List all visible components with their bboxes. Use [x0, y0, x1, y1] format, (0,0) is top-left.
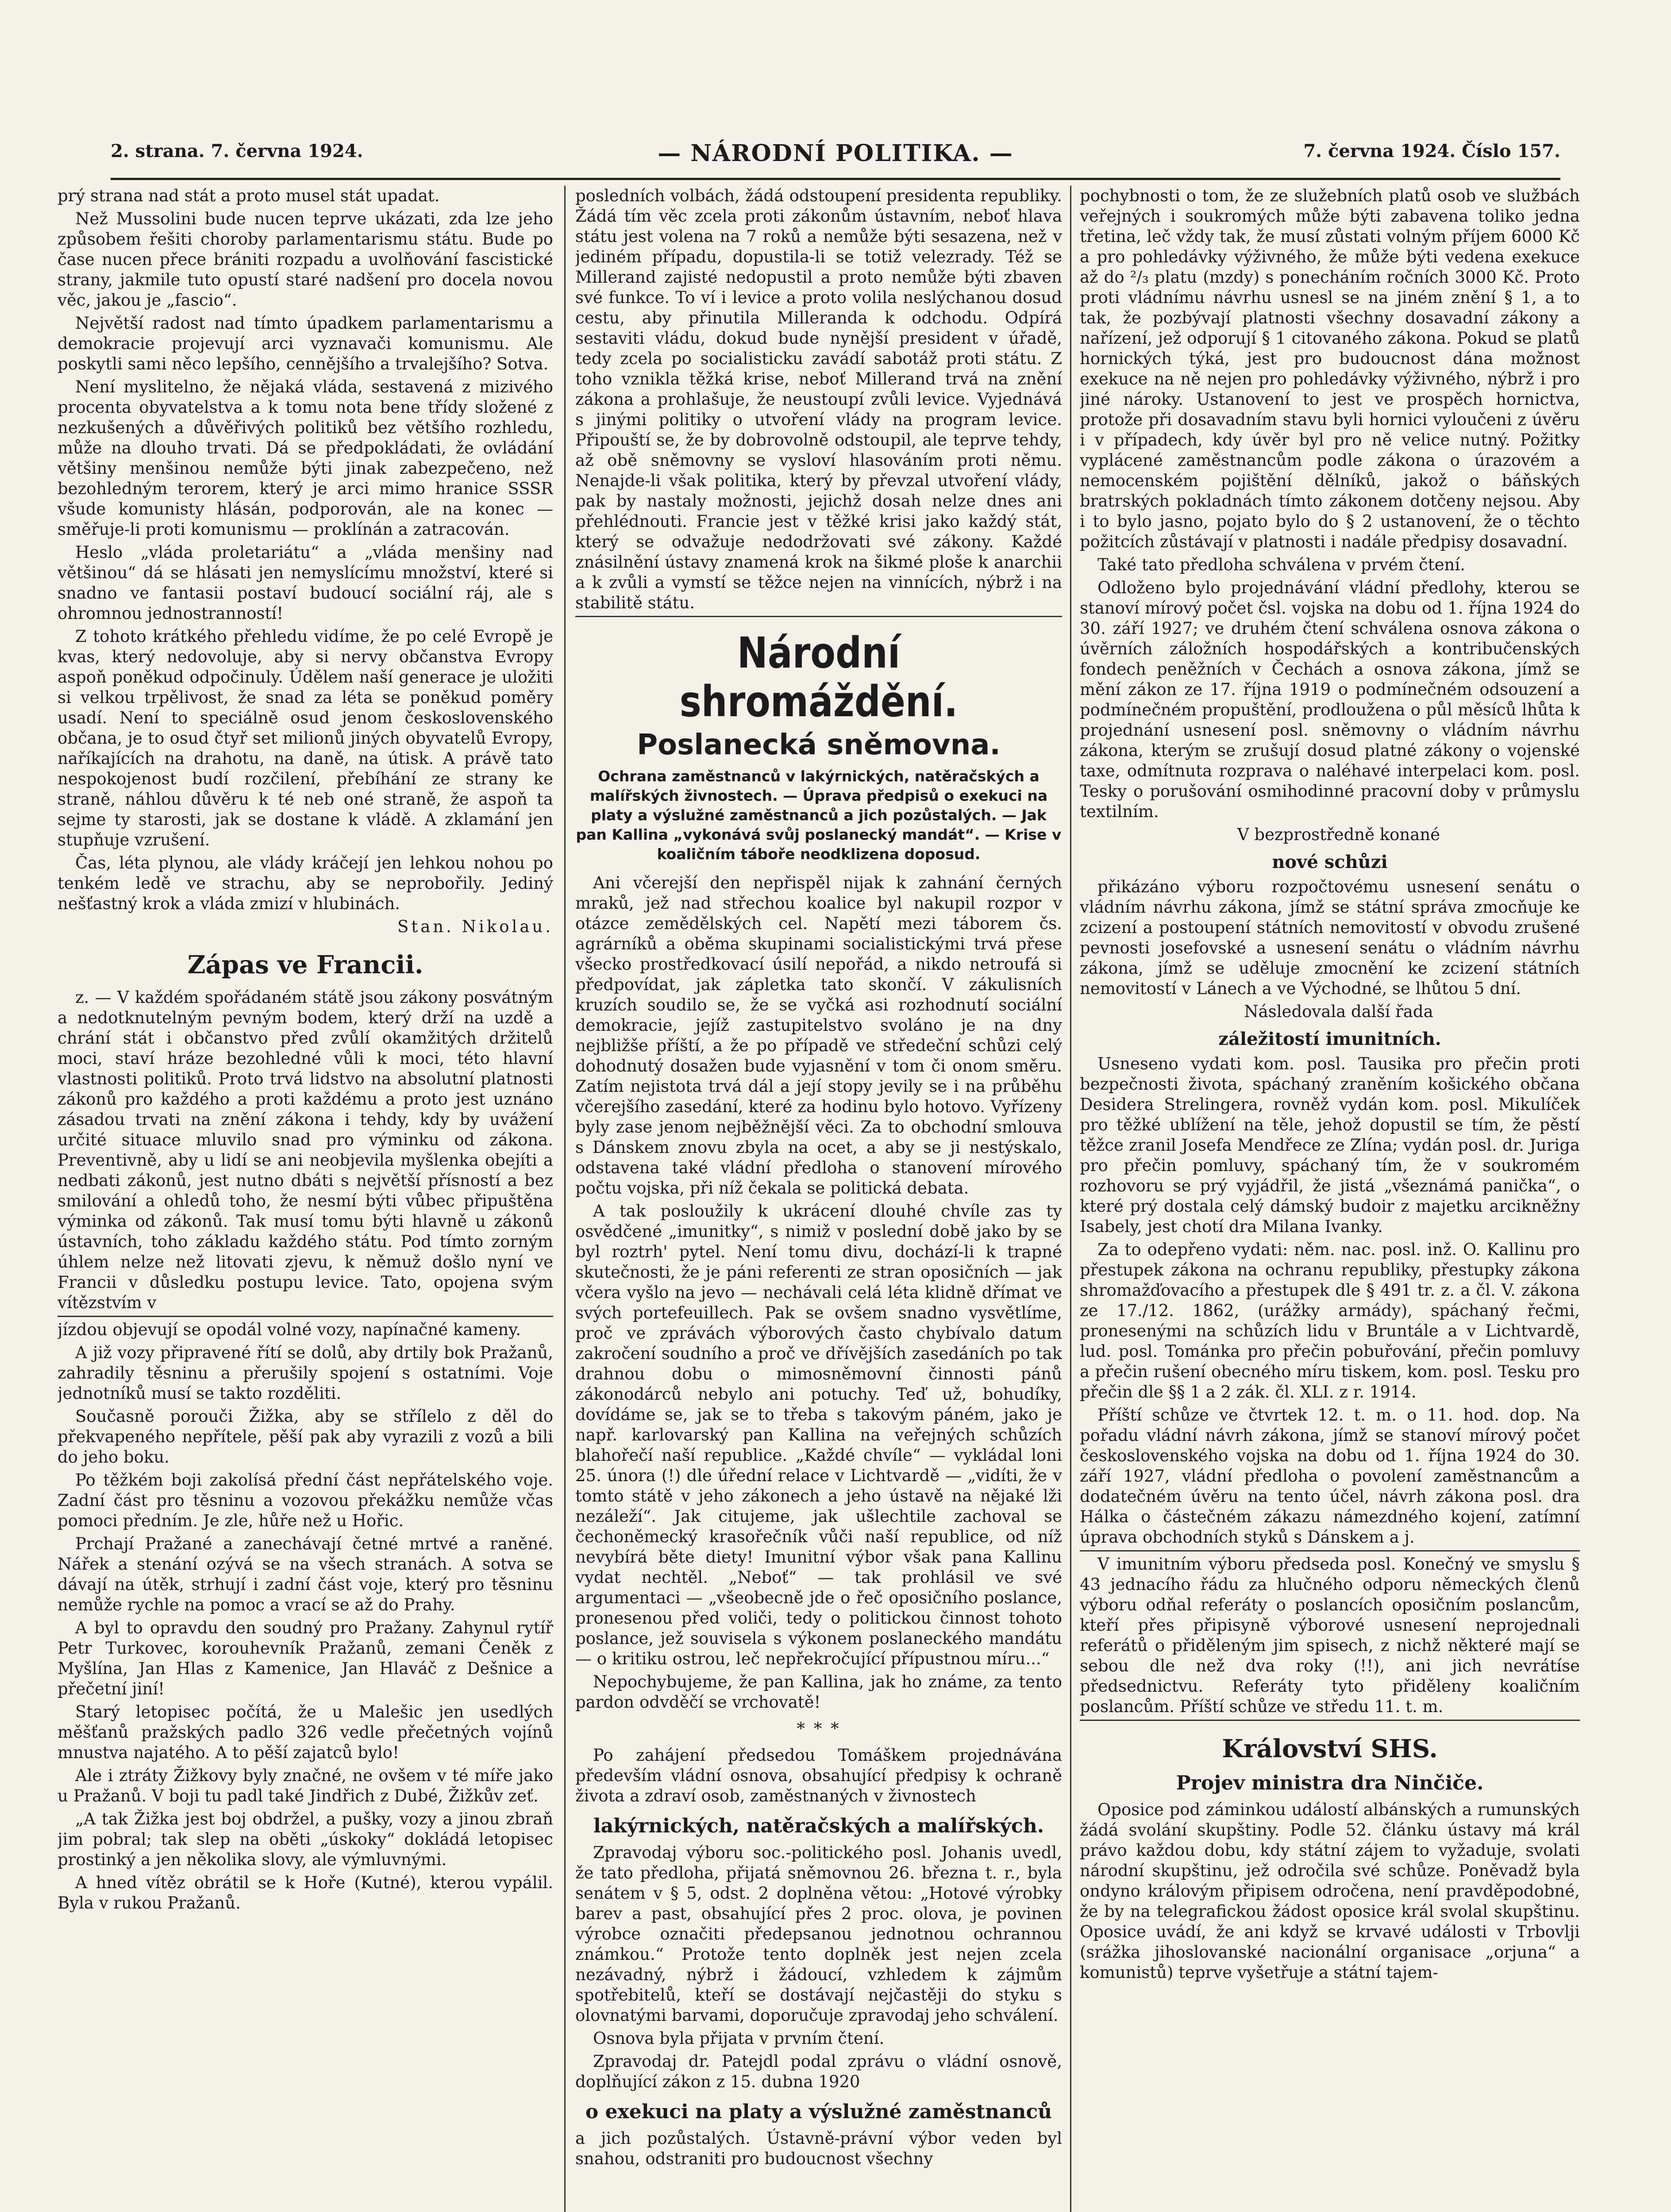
- article-paragraph: A již vozy připravené řítí se dolů, aby drtily bok Pražanů, zahradily těsninu a přerušily spojení s ostatními. Voje jednotníků musí se takto rozděliti.: [58, 1343, 553, 1403]
- article-subheading: záležitostí imunitních.: [1218, 1029, 1441, 1049]
- article-paragraph: Nepochybujeme, že pan Kallina, jak ho známe, za tento pardon odvděčí se vrchovatě!: [575, 1672, 1062, 1712]
- column-3: [1080, 186, 1580, 2212]
- article-paragraph: Odloženo bylo projednávání vládní předlohy, kterou se stanoví mírový počet čsl. vojska na dobu od 1. října 1924 do 30. září 1927; ve druhém čtení schválena osnova zákona o úvěrních záložních hospodářských a kontribučenských fondech peněžních v Čechách a osnova zákona, jímž se mění zákon ze 17. října 1919 o podmínečném odsouzení a podmínečném propuštění, prodloužena o půl měsíců lhůta k projednání usnesení posl. sněmovny o vládním návrhu zákona, kterým se zrušují dosud platné zákony o vojenské taxe, odmítnuta rozprava o naléhavé interpelaci kom. posl. Tesky o porušování osmihodinné pracovní doby v průmyslu textilním.: [1080, 578, 1580, 821]
- article-divider: [58, 1316, 553, 1317]
- article-paragraph: přikázáno výboru rozpočtovému usnesení senátu o vládním návrhu zákona, jímž se státní správa zmocňuje ke zcizení a postoupení státních nemovitostí v obvodu zrušené pevnosti josefovské a usnesení senátu o vládním návrhu zákona, jímž se uděluje zmocnění ke zcizení státních nemovitostí v Lánech a ve Východné, se lhůtou 5 dní.: [1080, 877, 1580, 998]
- article-paragraph: z. — V každém spořádaném státě jsou zákony posvátným a nedotknutelným pevným bodem, který drží na uzdě a chrání stát i občanstvo před zvůlí okamžitých držitelů moci, staví hráze bezohledné vůli k moci, této hlavní vlastnosti politiků. Proto trvá lidstvo na absolutní platnosti zákonů pro každého a proti každému a proto jest uznáno zásadou trvati na znění zákona i tehdy, kdy by uvážení určité situace mluvilo snad pro výminku od zákona. Preventivně, aby u lidí se ani neobjevila myšlenka obejíti a nedbati zákonů, jest nutno dbáti s největší přísností a bez smilování a ohledů toho, že nesmí býti vůbec připuštěna výminka od zákonů. Tak musí tomu býti hlavně u zákonů ústavních, toho základu každého státu. Pod tímto zorným úhlem nelze než litovati zjevu, k němuž došlo nyní ve Francii v důsledku postupu levice. Tato, opojena svým vítězstvím v: [58, 988, 553, 1312]
- article-paragraph: Usneseno vydati kom. posl. Tausika pro přečin proti bezpečnosti života, spáchaný zraněním košického občana Desidera Strelingera, rovněž vydán kom. posl. Mikulíček pro těžké ublížení na těle, jehož dopustil se tím, že pěstí těžce zranil Josefa Mendřece ze Zlína; vydán posl. dr. Juriga pro přečin pomluvy, spáchaný tím, že v soukromém rozhovoru se prý vyjádřil, že jistá „všeznámá panička“, o které prý dostala celý dámský budoir z majetku arcikněžny Isabely, jest chotí dra Milana Ivanky.: [1080, 1054, 1580, 1236]
- article-paragraph: V bezprostředně konané: [1237, 825, 1440, 844]
- article-paragraph: V imunitním výboru předseda posl. Konečný ve smyslu § 43 jednacího řádu za hlučného odporu německých členů výboru odňal referáty o poslancích oposičním poslancům, kteří přes připisyně výborové usnesení neprojednali referátů o přiděleným jim spisech, z nichž některé mají se sebou dle než dva roky (!!), ani jich nevrátíse předsednictvu. Referáty tyto přiděleny koaličním poslancům. Příští schůze ve středu 11. t. m.: [1080, 1555, 1580, 1716]
- article-subheading: nové schůzi: [1272, 852, 1388, 872]
- article-paragraph: Z tohoto krátkého přehledu vidíme, že po celé Evropě je kvas, který nedovoluje, aby si nervy občanstva Evropy aspoň poněkud odpočinuly. Údělem naší generace je uložiti si velkou trpělivost, že snad za léta se poněkud poměry usadí. Není to speciálně osud jenom československého občana, je to osud čtyř set milionů jiných obyvatelů Evropy, naříkajících na drahotu, na daně, na útisk. A právě tato nespokojenost budí rozčilení, přebíhání ze strany ke straně, náhlou důvěru k té neb oné straně, že aspoň ta sejme ty starosti, jak se dostane k vládě. A zklamání jen stupňuje vzrušení.: [58, 627, 553, 849]
- article-paragraph: „A tak Žižka jest boj obdržel, a pušky, vozy a jinou zbraň jim pobral; tak slep na oběti „úskoky“ dokládá letopisec prostinký a jen několika slovy, ale výmluvnými.: [58, 1809, 553, 1869]
- article-subheading: o exekuci na platy a výslužné zaměstnanců: [585, 2101, 1052, 2123]
- article-paragraph: Ale i ztráty Žižkovy byly značné, ne ovšem v té míře jako u Pražanů. V boji tu padl také Jindřich z Dubé, Žižkův zeť.: [58, 1766, 553, 1805]
- header-page-date: 2. strana. 7. června 1924.: [111, 141, 363, 161]
- article-paragraph: Čas, léta plynou, ale vlády kráčejí jen lehkou nohou po tenkém ledě ve strachu, aby se neprobořily. Jediný nešťastný krok a vláda zmizí v hlubinách.: [58, 853, 553, 913]
- section-title: Národní shromáždění.: [679, 628, 958, 726]
- article-subheading: Projev ministra dra Ninčiče.: [1176, 1772, 1484, 1794]
- section-title: Království SHS.: [1222, 1734, 1438, 1763]
- article-paragraph: prý strana nad stát a proto musel stát upadat.: [58, 186, 440, 205]
- page-header: [111, 141, 1560, 176]
- article-paragraph: Zpravodaj výboru soc.-politického posl. Johanis uvedl, že tato předloha, přijatá sněmovnou 26. března t. r., byla senátem v § 5, odst. 2 doplněna větou: „Hotové výrobky barev a past, obsahující přes 2 proc. olova, je povinen výrobce označiti předepsanou jednotnou ochrannou známkou.“ Protože tento doplněk jest nejen zcela nezávadný, nýbrž i žádoucí, vzhledem k zájmům spotřebitelů, kteří se dostávají nejčastěji do styku s olovnatými barvami, doporučuje zpravodaj jeho schválení.: [575, 1843, 1062, 2025]
- article-paragraph: a jich pozůstalých. Ústavně-právní výbor veden byl snahou, odstraniti pro budoucnost všechny: [575, 2129, 1062, 2168]
- article-paragraph: Osnova byla přijata v prvním čtení.: [593, 2029, 885, 2048]
- article-paragraph: pochybnosti o tom, že ze služebních platů osob ve službách veřejných i soukromých může býti zabavena toliko jedna třetina, leč vždy tak, že musí zůstati volným příjem 6000 Kč a pro pohledávky výživného, že může býti vedena exekuce až do ²/₃ platu (mzdy) s ponecháním ročních 3000 Kč. Proto proti vládnímu návrhu usnesl se na jiném znění § 1, a to tak, že pozbývají platnosti všechny dosavadní zákony a nařízení, jež odporují § 1 citovaného zákona. Pokud se platů hornických týká, jest pro budoucnost dána možnost exekuce na ně nejen pro pohledávky výživného, nýbrž i pro jiné nároky. Ustanovení to jest ve prospěch hornictva, protože při dosavadním stavu byli hornici vyloučeni z úvěru i v případech, kdy úvěr byl pro ně velice nutný. Požitky vyplácené zaměstnancům podle zákona o úrazovém a nemocenském pojištění dělníků, jakož o báňských bratrských pokladnách tímto zákonem dotčeny nejsou. Aby i to bylo jasno, pojato bylo do § 2 ustanovení, že o těchto požitcích zůstávají v platnosti i nadále předpisy dosavadní.: [1080, 186, 1580, 551]
- column-divider: [564, 186, 566, 2212]
- article-subheading: lakýrnických, natěračských a malířských.: [593, 1815, 1044, 1837]
- article-paragraph: Heslo „vláda proletariátu“ a „vláda menšiny nad většinou“ dá se hlásati jen nemyslícímu množství, které si snadno ve fantasii postaví budoucí sociální ráj, ale s ohromnou jednostranností!: [58, 543, 553, 623]
- section-title: Zápas ve Francii.: [187, 950, 424, 979]
- header-date-issue: 7. června 1924. Číslo 157.: [1303, 141, 1560, 161]
- article-divider: [575, 616, 1062, 617]
- author-signature: Stan. Nikolau.: [397, 917, 553, 936]
- article-paragraph: Také tato předloha schválena v prvém čtení.: [1097, 555, 1465, 574]
- article-paragraph: Než Mussolini bude nucen teprve ukázati, zda lze jeho způsobem řešiti choroby parlamentarismu státu. Bude po čase nucen přece brániti rozpadu a uvolňování fascistické strany, jakmile tuto opustí staré nadšení pro docela novou věc, jakou je „fascio“.: [58, 209, 553, 310]
- article-paragraph: Není myslitelno, že nějaká vláda, sestavená z mizivého procenta obyvatelstva a k tomu nota bene třídy složené z nezkušených a důvěřivých politiků bez většího rozhledu, může na dlouho trvati. Dá se předpokládati, že ovládání většiny menšinou nemůže býti jinak zabezpečeno, než bezohledným terorem, který je arci mimo hranice SSSR všude komunisty hlásán, podporován, ale na konec — směřuje-li proti komunismu — proklínán a zatracován.: [58, 377, 553, 539]
- article-summary: Ochrana zaměstnanců v lakýrnických, natěračských a malířských živnostech. — Úprava předpisů o exekuci na platy a výslužné zaměstnanců a jich pozůstalých. — Jak pan Kallina „vykonává svůj poslanecký mandát“. — Krise v koaličním táboře neodklizena doposud.: [576, 768, 1062, 863]
- article-paragraph: Starý letopisec počítá, že u Malešic jen usedlých měšťanů pražských padlo 326 vedle přečetných vojínů mnustva najatého. A to pěší zajatců bylo!: [58, 1702, 553, 1762]
- masthead-title: — NÁRODNÍ POLITIKA. —: [658, 140, 1013, 167]
- article-paragraph: Následovala další řada: [1244, 1002, 1433, 1021]
- column-divider: [1070, 186, 1071, 2212]
- article-paragraph: posledních volbách, žádá odstoupení presidenta republiky. Žádá tím věc zcela proti zákonům ústavním, neboť hlava státu jest volena na 7 roků a nemůže býti sesazena, než v jediném případu, dopustila-li se totiž velezrady. Též se Millerand zajisté nedopustil a proto nemůže býti zbaven své funkce. To ví i levice a proto volila neslýchanou dosud cestu, aby přinutila Milleranda k odchodu. Odpírá sestaviti vládu, dokud bude nynější president v úřadě, tedy zcela po socialisticku zavádí sabotáž proti státu. Z toho vznikla těžká krise, neboť Millerand trvá na znění zákona a prohlašuje, že neustoupí zvůli levice. Vyjednává s jinými politiky o utvoření vlády na program levice. Připouští se, že by dobrovolně odstoupil, ale teprve tehdy, až obě sněmovny se vysloví hlasováním proti němu. Nenajde-li však politika, který by převzal utvoření vlády, pak by nastaly možnosti, jejichž dosah nelze dnes ani přehlédnouti. Francie jest v těžké krisi jako každý stát, který se odvažuje nedodržovati své zákony. Každé znásilnění ústavy znamená krok na šikmé ploše k anarchii a k zvůli a vymstí se těžce nejen na vinnících, nýbrž i na stabilitě státu.: [575, 186, 1062, 612]
- article-paragraph: Prchají Pražané a zanechávají četné mrtvé a raněné. Nářek a stenání ozývá se na všech stranách. A sotva se dávají na útěk, strhují i zadní část voje, který pro těsninu nemůže rychle na pomoc a vrací se až do Prahy.: [58, 1534, 553, 1614]
- article-divider: [1080, 1550, 1580, 1551]
- article-paragraph: Oposice pod záminkou událostí albánských a rumunských žádá svolání skupštiny. Podle 52. článku ústavy má král právo každou dobu, kdy státní zájem to vyžaduje, svolati národní skupštinu, jež odročila své schůze. Poněvadž byla ondyno královým připisem odročena, není pravděpodobné, že by na telegrafickou žádost oposice král svolal skupštinu. Oposice uvádí, že ani když se krvavé události v Trbovlji (srážka jihoslovanské nacionální organisace „orjuna“ a komunistů) teprve vyšetřuje a státní tajem-: [1080, 1800, 1580, 1982]
- article-divider: [1080, 1720, 1580, 1721]
- separator-stars: * * *: [797, 1719, 841, 1738]
- article-paragraph: Zpravodaj dr. Patejdl podal zprávu o vládní osnově, doplňující zákon z 15. dubna 1920: [575, 2052, 1062, 2091]
- article-paragraph: A tak posloužily k ukrácení dlouhé chvíle zas ty osvědčené „imunitky“, s nimiž v poslední době jako by se byl roztrh' pytel. Není tomu divu, dochází-li k trapné skutečnosti, že je páni referenti ze stran oposičních — jak včera vyšlo na jevo — nechávali celá léta klidně dřímat ve svých portefeuillech. Pak se ovšem snadno vysvětlíme, proč ve zprávách výborových často chybívalo datum zakročení soudního a proč ve dřívějších zasedáních po tak drahnou dobu o mimosněmovní činnosti pánů zákonodárců nebylo ani potuchy. Teď už, bohudíky, dovídáme se, jak se to třeba s takovým páném, jako je např. karlovarský pan Kallina na veřejných schůzích blahořečí naší republice. „Každé chvíle“ — vykládal loni 25. února (!) dle úřední relace v Lichtvardě — „vidíti, že v tomto státě v jeho zákonech a jeho ústavě na nějaké lži nezáleží“. Jak citujeme, jak ušlechtile zachoval se čechoněmecký krasořečník vůči naší republice, od níž nevybírá běte diety! Imunitní výbor však pana Kallinu vydat nechtěl. „Neboť“ — tak prohlásil ve své argumentaci — „všeobecně jde o řeč oposičního poslance, pronesenou před voliči, tedy o politickou činnost tohoto poslance, jež souvisela s výkonem poslaneckého mandátu — o kritiku ostrou, leč nepřekročující přípustnou míru...“: [575, 1202, 1062, 1668]
- article-paragraph: A hned vítěz obrátil se k Hoře (Kutné), kterou vypálil. Byla v rukou Pražanů.: [58, 1873, 553, 1912]
- article-paragraph: A byl to opravdu den soudný pro Pražany. Zahynul rytíř Petr Turkovec, korouhevník Pražanů, zemani Čeněk z Myšlína, Jan Hlas z Kamenice, Jan Hlaváč z Dešnice a přečetní jiní!: [58, 1618, 553, 1698]
- article-paragraph: Ani včerejší den nepřispěl nijak k zahnání černých mraků, jež nad střechou koalice byl nakupil rozpor v otázce zemědělských cel. Napětí mezi táborem čs. agrárníků a oběma skupinami socialistickými trvá přese všecko prostředkovací úsilí nepořád, a nikdo netroufá si předpovídat, jak zápletka tato skončí. V zákulisních kruzích soudilo se, že se vyčká asi rozhodnutí sociální demokracie, jejíž zastupitelstvo svoláno je na dny nejbližše příští, a že po případě ve středeční schůzi celý dohodnutý dosažen bude vyjasnění v tom či onom směru. Zatím nejistota trvá dál a její stopy jevily se i na průběhu včerejšího zasedání, které za hodinu bylo hotovo. Vyřízeny byly zase jenom nejběžnější věci. Za to obchodní smlouva s Dánskem znovu zbyla na ocet, a aby se ji nestýskalo, odstavena také vládní předloha o stanovení mírového počtu vojska, při níž čekala se politická debata.: [575, 873, 1062, 1198]
- article-paragraph: Současně porouči Žižka, aby se střílelo z děl do překvapeného nepřítele, pěší pak aby vyrazili z vozů a bili do jeho boku.: [58, 1407, 553, 1467]
- article-paragraph: jízdou objevují se opodál volné vozy, napínačné kameny.: [58, 1320, 521, 1339]
- article-paragraph: Po zahájení předsedou Tomáškem projednávána především vládní osnova, obsahující předpisy k ochraně života a zdraví osob, zaměstnaných v živnostech: [575, 1746, 1062, 1805]
- header-rule: [111, 178, 1560, 180]
- column-1: [58, 186, 553, 2212]
- article-paragraph: Po těžkém boji zakolísá přední část nepřátelského voje. Zadní část pro těsninu a vozovou překážku nemůže včas pomoci předním. Je zle, hůře než u Hořic.: [58, 1471, 553, 1530]
- column-2: [575, 186, 1062, 2212]
- article-paragraph: Největší radost nad tímto úpadkem parlamentarismu a demokracie projevují arci vyznavači komunismu. Ale poskytli sami něco lepšího, cennějšího a trvalejšího? Sotva.: [58, 314, 553, 373]
- article-paragraph: Příští schůze ve čtvrtek 12. t. m. o 11. hod. dop. Na pořadu vládní návrh zákona, jímž se stanoví mírový počet československého vojska na dobu od 1. října 1924 do 30. září 1927, vládní předloha o povolení zaměstnancům a dodatečném úvěru na tento účel, návrh zákona posl. dra Hálka o částečném zákazu námezdného kojení, zatímní úprava obchodních styků s Dánskem a j.: [1080, 1406, 1580, 1547]
- article-paragraph: Za to odepřeno vydati: něm. nac. posl. inž. O. Kallinu pro přestupek zákona na ochranu republiky, přestupky zákona shromažďovacího a přestupek dle § 491 tr. z. a čl. V. zákona ze 17./12. 1862, (urážky armády), spáchaný řečmi, pronesenými na schůzích lidu v Bruntále a v Lichtvardě, lud. posl. Tománka pro přečin pobuřování, přečin pomluvy a přečin rušení obecného míru tiskem, kom. posl. Tesku pro přečin dle §§ 1 a 2 zák. čl. XLI. z r. 1914.: [1080, 1240, 1580, 1402]
- section-subtitle: Poslanecká sněmovna.: [637, 729, 1001, 761]
